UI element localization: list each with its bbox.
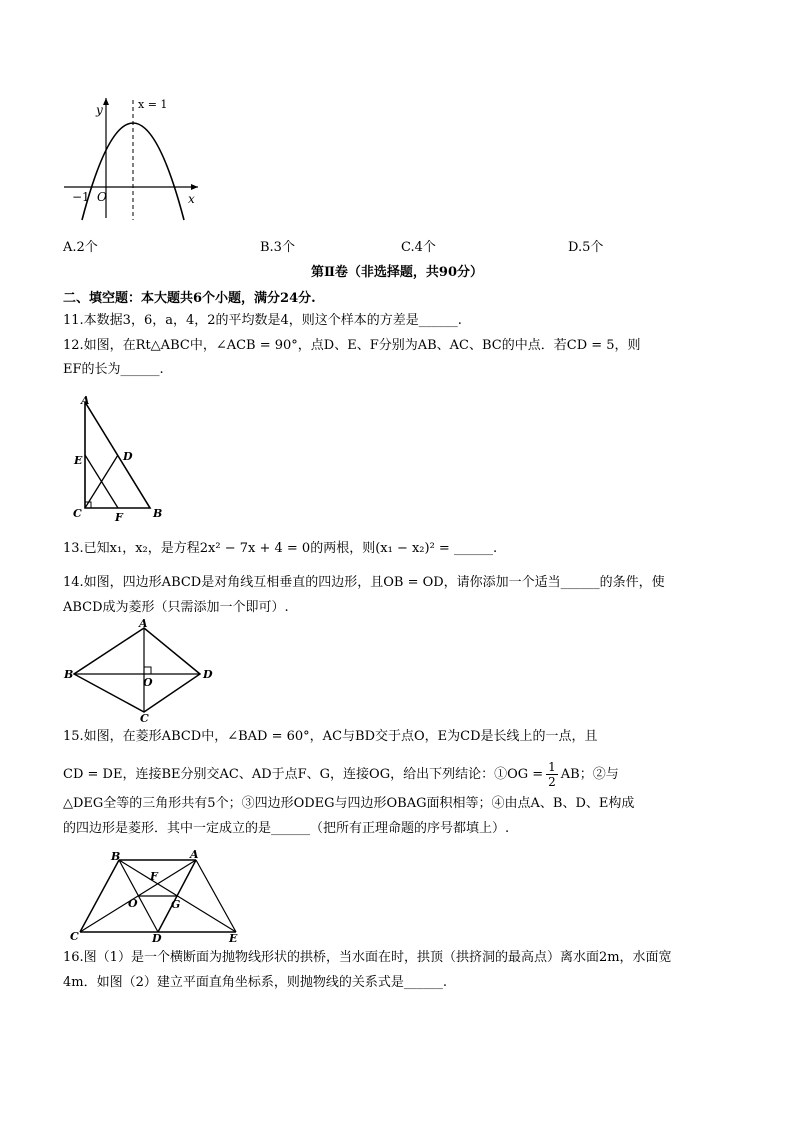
label-c: C xyxy=(140,712,149,724)
question-15-line1: 15.如图，在菱形ABCD中，∠BAD = 60°，AC与BD交于点O，E为CD是长线上的一点，且 xyxy=(63,729,598,744)
label-d: D xyxy=(123,450,133,463)
rhombus-figure xyxy=(66,848,246,942)
part2-title: 第Ⅱ卷（非选择题，共90分） xyxy=(310,265,484,280)
question-16-line2: 4m．如图（2）建立平面直角坐标系，则抛物线的关系式是______. xyxy=(63,975,448,990)
label-o: O xyxy=(128,897,138,910)
question-14-line1: 14.如图，四边形ABCD是对角线互相垂直的四边形，且OB = OD，请你添加一个适当______的条件，使 xyxy=(63,575,665,590)
fraction-denominator: 2 xyxy=(548,775,556,789)
neg-one-label: −1 xyxy=(72,190,90,204)
fraction-one-half xyxy=(546,760,558,789)
section-heading: 二、填空题：本大题共6个小题，满分24分. xyxy=(63,291,316,306)
question-11: 11.本数据3，6，a，4，2的平均数是4，则这个样本的方差是______. xyxy=(63,313,462,328)
label-c: C xyxy=(73,507,82,520)
origin-label: O xyxy=(97,190,107,204)
quadrilateral-abcd xyxy=(74,628,200,712)
quadrilateral-figure xyxy=(60,618,220,724)
question-12-line1: 12.如图，在Rt△ABC中，∠ACB = 90°，点D、E、F分别为AB、AC、BC的中点．若CD = 5，则 xyxy=(63,338,641,353)
option-a: A.2个 xyxy=(63,240,98,255)
parabola-figure xyxy=(58,92,208,222)
label-f: F xyxy=(115,511,123,524)
segment-ae xyxy=(196,860,236,932)
x-axis-label: x xyxy=(188,192,195,206)
y-axis-label: y xyxy=(96,103,103,117)
label-a: A xyxy=(190,848,199,861)
label-b: B xyxy=(153,507,163,520)
label-e: E xyxy=(229,932,238,942)
side-cb xyxy=(80,860,119,932)
option-c: C.4个 xyxy=(401,240,436,255)
question-15-line2-end: AB；②与 xyxy=(560,766,619,782)
question-15-line2-start: CD = DE，连接BE分别交AC、AD于点F、G，连接OG，给出下列结论：①OG = xyxy=(63,766,544,782)
label-d: D xyxy=(203,668,213,681)
label-a: A xyxy=(139,618,148,630)
fraction-numerator: 1 xyxy=(548,760,556,774)
question-15-line3: △DEG全等的三角形共有5个；③四边形ODEG与四边形OBAG面积相等；④由点A、B、D、E构成 xyxy=(63,796,635,811)
symmetry-label: x = 1 xyxy=(138,98,168,111)
question-15-line2 xyxy=(63,760,619,789)
question-12-line2: EF的长为______. xyxy=(63,362,164,377)
y-axis-arrow-icon xyxy=(103,98,109,105)
label-b: B xyxy=(111,850,121,863)
question-14-line2: ABCD成为菱形（只需添加一个即可）. xyxy=(63,600,289,615)
question-16-line1: 16.图（1）是一个横断面为抛物线形状的拱桥，当水面在时，拱顶（拱挤洞的最高点）离水面2m，水面宽 xyxy=(63,950,672,965)
question-15-line4: 的四边形是菱形．其中一定成立的是______（把所有正理命题的序号都填上）. xyxy=(63,821,510,836)
question-13: 13.已知x₁，x₂，是方程2x² − 7x + 4 = 0的两根，则(x₁ − x₂)² = ______. xyxy=(63,541,498,556)
label-b: B xyxy=(64,668,74,681)
label-o: O xyxy=(143,676,153,689)
option-b: B.3个 xyxy=(260,240,295,255)
triangle-figure xyxy=(70,392,170,524)
option-d: D.5个 xyxy=(568,240,604,255)
label-f: F xyxy=(150,870,158,883)
label-e: E xyxy=(74,454,83,467)
label-a: A xyxy=(81,394,90,407)
label-d: D xyxy=(152,932,162,942)
right-angle-mark xyxy=(144,667,151,674)
label-c: C xyxy=(70,930,79,942)
x-axis-arrow-icon xyxy=(191,184,198,190)
label-g: G xyxy=(171,898,181,911)
